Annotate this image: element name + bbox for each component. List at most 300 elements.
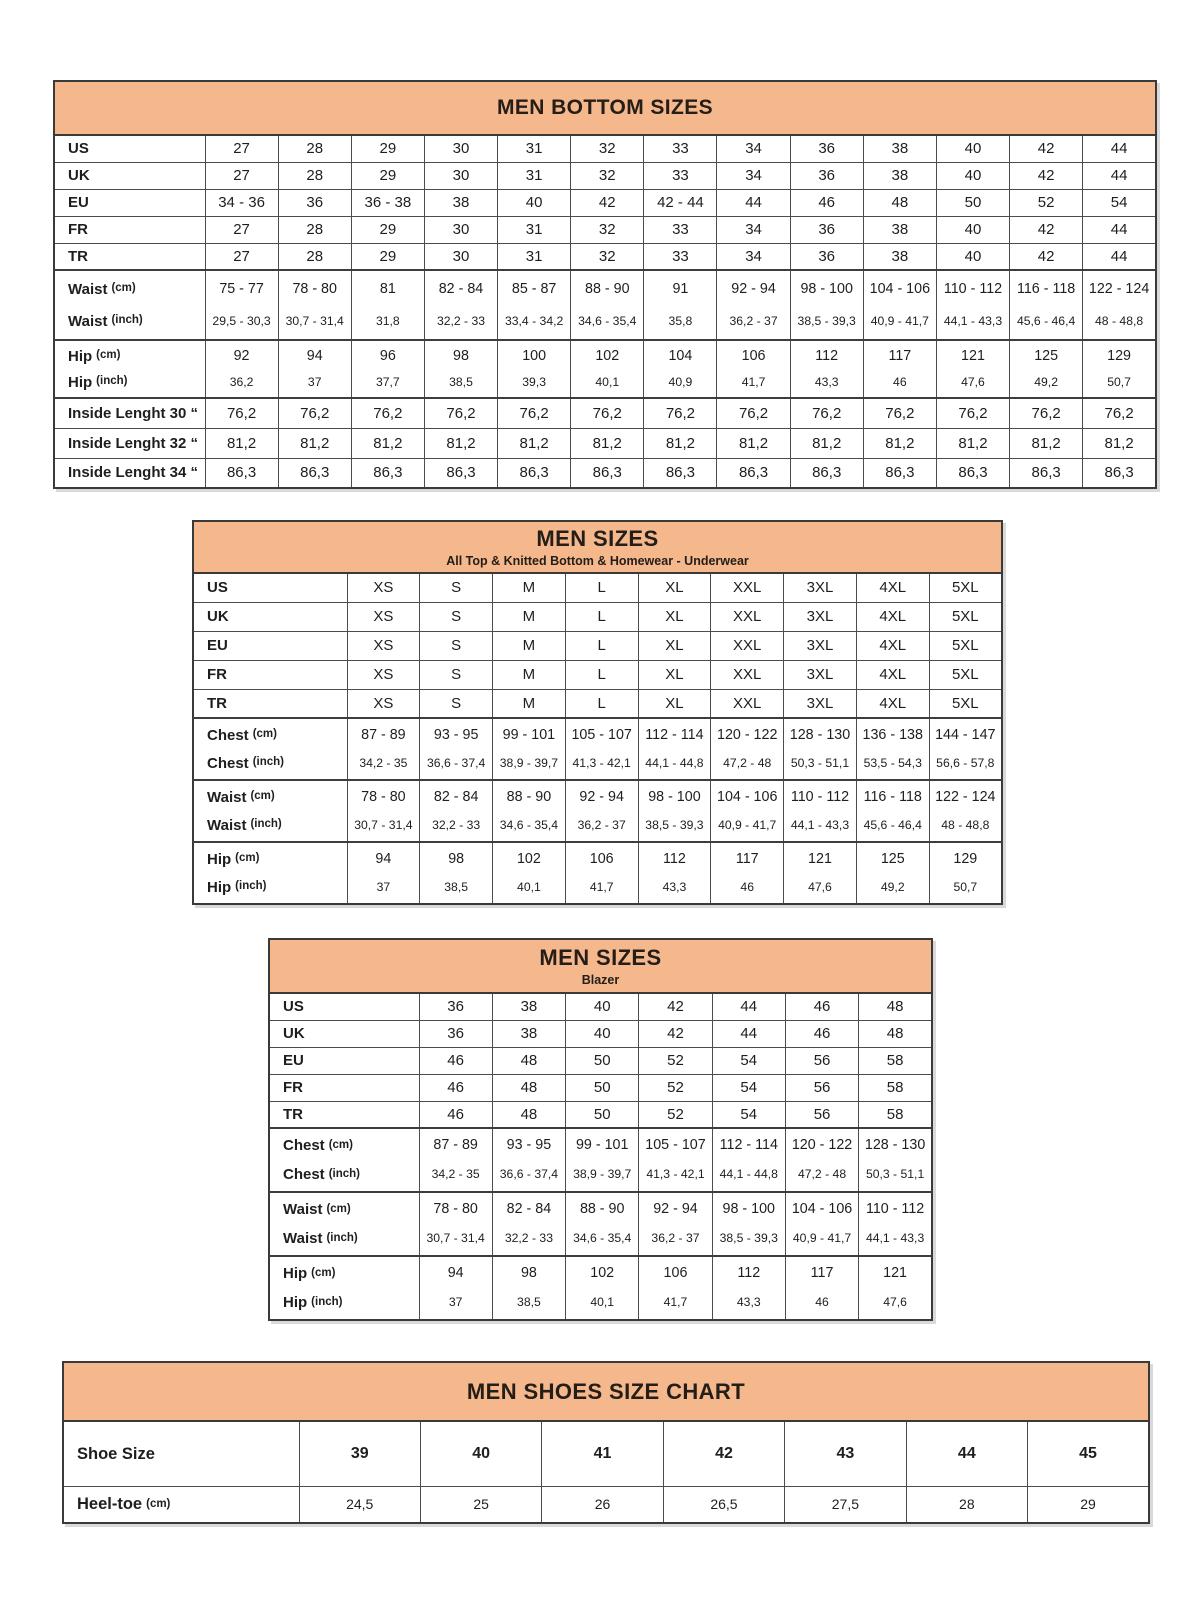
- table-cell: M: [493, 602, 566, 631]
- table-cell: 76,2: [1083, 398, 1156, 428]
- table-cell: 33: [644, 243, 717, 270]
- table-cell: S: [420, 689, 493, 718]
- table-cell: 88 - 90 34,6 - 35,4: [566, 1192, 639, 1256]
- table-cell: 38: [863, 243, 936, 270]
- table-cell: M: [493, 689, 566, 718]
- table-cell: 30: [424, 216, 497, 243]
- table-cell: 81,2: [936, 428, 1009, 458]
- table-cell: L: [565, 573, 638, 602]
- table-row: [193, 689, 1002, 718]
- table-cell: 30: [424, 135, 497, 162]
- table-cell: 29: [351, 135, 424, 162]
- table-cell: 40: [498, 189, 571, 216]
- table-cell: 44: [1083, 162, 1156, 189]
- table-cell: 56: [785, 1047, 858, 1074]
- table-cell: 86,3: [205, 458, 278, 488]
- table-cell: L: [565, 689, 638, 718]
- table-cell: 44: [717, 189, 790, 216]
- table-cell: 40: [936, 135, 1009, 162]
- table-cell: 28: [278, 216, 351, 243]
- table-cell: 36: [419, 993, 492, 1020]
- table-cell: 85 - 87 33,4 - 34,2: [498, 270, 571, 340]
- row-label: Waist (cm): [283, 1201, 351, 1218]
- row-label: EU: [283, 1052, 304, 1069]
- table-cell: 27: [205, 135, 278, 162]
- table-cell: 42: [663, 1421, 784, 1486]
- table-cell: 38: [424, 189, 497, 216]
- table-cell: 4XL: [856, 602, 929, 631]
- table-cell: 81,2: [717, 428, 790, 458]
- row-label: TR: [283, 1105, 303, 1123]
- table-cell: 36: [790, 162, 863, 189]
- table-cell: 81,2: [1083, 428, 1156, 458]
- table-cell: 86,3: [936, 458, 1009, 488]
- table-cell: 30: [424, 243, 497, 270]
- row-label: Hip (cm): [68, 347, 121, 365]
- table-cell: 102 40,1: [566, 1256, 639, 1320]
- table-cell: 5XL: [929, 573, 1002, 602]
- size-grid: [192, 572, 1003, 905]
- table-cell: 39: [299, 1421, 420, 1486]
- table-cell: 81,2: [571, 428, 644, 458]
- table-cell: S: [420, 660, 493, 689]
- table-cell: 98 - 100 38,5 - 39,3: [712, 1192, 785, 1256]
- table-title: MEN SIZES: [536, 526, 659, 551]
- table-cell: 81,2: [863, 428, 936, 458]
- table-cell: 3XL: [784, 660, 857, 689]
- table-cell: 76,2: [571, 398, 644, 428]
- table-row: [193, 573, 1002, 602]
- table-cell: 81,2: [644, 428, 717, 458]
- table-cell: 44: [712, 993, 785, 1020]
- table-cell: 42: [1010, 243, 1083, 270]
- row-label-cell: [193, 780, 347, 842]
- row-label-cell: [54, 243, 205, 270]
- table-cell: 36: [790, 243, 863, 270]
- table-cell: 45: [1028, 1421, 1149, 1486]
- table-cell: 26,5: [663, 1486, 784, 1523]
- table-cell: 92 36,2: [205, 340, 278, 398]
- table-cell: XS: [347, 602, 420, 631]
- table-cell: 43: [785, 1421, 906, 1486]
- table-row: [54, 189, 1156, 216]
- row-label: Chest (inch): [283, 1166, 360, 1183]
- row-label-cell: [269, 1256, 419, 1320]
- table-cell: 112 43,3: [638, 842, 711, 904]
- table-cell: XXL: [711, 631, 784, 660]
- row-label-cell: [193, 689, 347, 718]
- table-cell: 46: [790, 189, 863, 216]
- row-label: EU: [68, 194, 89, 211]
- table-cell: 78 - 80 30,7 - 31,4: [419, 1192, 492, 1256]
- row-label: US: [68, 140, 89, 158]
- table-row: [269, 1256, 932, 1320]
- table-row: [54, 216, 1156, 243]
- table-cell: 5XL: [929, 602, 1002, 631]
- table-cell: XL: [638, 573, 711, 602]
- table-cell: 3XL: [784, 602, 857, 631]
- table-cell: 88 - 90 34,6 - 35,4: [571, 270, 644, 340]
- table-cell: 102 40,1: [493, 842, 566, 904]
- table-cell: 110 - 112 44,1 - 43,3: [784, 780, 857, 842]
- table-row: [54, 428, 1156, 458]
- table-row: [54, 162, 1156, 189]
- table-cell: 86,3: [1010, 458, 1083, 488]
- table-cell: 98 38,5: [420, 842, 493, 904]
- table-cell: 76,2: [790, 398, 863, 428]
- table-header: [192, 520, 1003, 572]
- table-cell: 31: [498, 216, 571, 243]
- table-row: [54, 398, 1156, 428]
- row-label: FR: [207, 666, 227, 683]
- table-cell: XL: [638, 602, 711, 631]
- table-cell: 38: [863, 135, 936, 162]
- table-cell: 104 - 106 40,9 - 41,7: [863, 270, 936, 340]
- table-cell: 92 - 94 36,2 - 37: [639, 1192, 712, 1256]
- table-cell: 98 38,5: [492, 1256, 565, 1320]
- table-cell: 28: [278, 162, 351, 189]
- table-cell: 121 47,6: [859, 1256, 932, 1320]
- table-cell: 76,2: [936, 398, 1009, 428]
- table-cell: 46: [785, 1020, 858, 1047]
- row-label: Inside Lenght 34 “: [68, 464, 199, 482]
- table-cell: 36 - 38: [351, 189, 424, 216]
- table-cell: 125 49,2: [1010, 340, 1083, 398]
- row-label: Inside Lenght 32 “: [68, 434, 199, 452]
- size-grid: [53, 134, 1157, 489]
- table-cell: XS: [347, 660, 420, 689]
- row-label-cell: [54, 216, 205, 243]
- table-row: [269, 1020, 932, 1047]
- table-header: [268, 938, 933, 992]
- row-label: Chest (cm): [207, 726, 277, 744]
- table-cell: 48: [859, 1020, 932, 1047]
- table-cell: 99 - 101 38,9 - 39,7: [493, 718, 566, 780]
- row-label-cell: [54, 458, 205, 488]
- table-row: [63, 1421, 1149, 1486]
- table-cell: 58: [859, 1101, 932, 1128]
- row-label-cell: [269, 1101, 419, 1128]
- table-cell: XL: [638, 660, 711, 689]
- table-cell: XS: [347, 631, 420, 660]
- table-cell: 81,2: [424, 428, 497, 458]
- table-cell: 34: [717, 162, 790, 189]
- table-cell: 91 35,8: [644, 270, 717, 340]
- table-row: [193, 660, 1002, 689]
- table-cell: 42: [639, 993, 712, 1020]
- table-cell: 36: [790, 216, 863, 243]
- table-cell: 105 - 107 41,3 - 42,1: [639, 1128, 712, 1192]
- row-label-cell: [54, 340, 205, 398]
- table-subtitle: Blazer: [581, 973, 620, 987]
- table-cell: 28: [906, 1486, 1027, 1523]
- table-cell: 125 49,2: [856, 842, 929, 904]
- table-cell: 105 - 107 41,3 - 42,1: [565, 718, 638, 780]
- table-cell: 48: [492, 1101, 565, 1128]
- table-row: [193, 842, 1002, 904]
- table-cell: 36: [419, 1020, 492, 1047]
- table-cell: 94 37: [278, 340, 351, 398]
- size-grid: [62, 1420, 1150, 1524]
- table-cell: 31: [498, 135, 571, 162]
- table-cell: 81 31,8: [351, 270, 424, 340]
- table-row: [54, 270, 1156, 340]
- row-label-cell: [269, 1074, 419, 1101]
- table-cell: 50: [936, 189, 1009, 216]
- table-cell: 81,2: [205, 428, 278, 458]
- table-cell: 36: [790, 135, 863, 162]
- table-cell: 52: [1010, 189, 1083, 216]
- table-cell: 81,2: [1010, 428, 1083, 458]
- table-cell: 99 - 101 38,9 - 39,7: [566, 1128, 639, 1192]
- table-cell: XXL: [711, 573, 784, 602]
- table-cell: 4XL: [856, 689, 929, 718]
- table-cell: XXL: [711, 689, 784, 718]
- row-label-cell: [193, 602, 347, 631]
- table-cell: S: [420, 573, 493, 602]
- row-label: Inside Lenght 30 “: [68, 404, 199, 422]
- table-title: MEN SHOES SIZE CHART: [466, 1378, 746, 1404]
- table-cell: 87 - 89 34,2 - 35: [419, 1128, 492, 1192]
- table-cell: 82 - 84 32,2 - 33: [492, 1192, 565, 1256]
- table-cell: 38: [492, 1020, 565, 1047]
- table-row: [54, 458, 1156, 488]
- table-title: MEN BOTTOM SIZES: [496, 96, 714, 119]
- table-row: [193, 631, 1002, 660]
- table-cell: 5XL: [929, 631, 1002, 660]
- table-cell: 52: [639, 1047, 712, 1074]
- table-cell: 76,2: [424, 398, 497, 428]
- row-label: Chest (cm): [283, 1137, 353, 1154]
- row-label-cell: [54, 270, 205, 340]
- table-cell: 92 - 94 36,2 - 37: [565, 780, 638, 842]
- row-label-cell: [54, 398, 205, 428]
- table-cell: 46: [419, 1101, 492, 1128]
- table-cell: 94 37: [419, 1256, 492, 1320]
- table-cell: 33: [644, 216, 717, 243]
- table-cell: 38: [863, 216, 936, 243]
- row-label: FR: [68, 221, 88, 238]
- table-cell: 42: [571, 189, 644, 216]
- table-cell: 104 - 106 40,9 - 41,7: [785, 1192, 858, 1256]
- table-cell: 44: [1083, 243, 1156, 270]
- table-cell: M: [493, 660, 566, 689]
- table-cell: 42: [1010, 162, 1083, 189]
- table-cell: 116 - 118 45,6 - 46,4: [1010, 270, 1083, 340]
- table-cell: 29: [1028, 1486, 1149, 1523]
- row-label-cell: [269, 1047, 419, 1074]
- row-label-cell: [193, 842, 347, 904]
- table-cell: M: [493, 631, 566, 660]
- table-cell: 76,2: [717, 398, 790, 428]
- table-cell: 121 47,6: [784, 842, 857, 904]
- table-row: [269, 1047, 932, 1074]
- table-cell: 40: [566, 993, 639, 1020]
- table-cell: 86,3: [498, 458, 571, 488]
- table-cell: 50: [566, 1074, 639, 1101]
- table-cell: 42 - 44: [644, 189, 717, 216]
- table-cell: 28: [278, 135, 351, 162]
- table-cell: XS: [347, 573, 420, 602]
- table-cell: XL: [638, 689, 711, 718]
- table-cell: 29: [351, 216, 424, 243]
- table-row: [269, 993, 932, 1020]
- table-cell: 58: [859, 1074, 932, 1101]
- table-cell: 58: [859, 1047, 932, 1074]
- table-cell: 104 - 106 40,9 - 41,7: [711, 780, 784, 842]
- table-cell: 29: [351, 162, 424, 189]
- table-cell: XXL: [711, 660, 784, 689]
- table-row: [269, 1074, 932, 1101]
- table-cell: 104 40,9: [644, 340, 717, 398]
- table-cell: 50: [566, 1101, 639, 1128]
- table-cell: 52: [639, 1101, 712, 1128]
- table-cell: 32: [571, 135, 644, 162]
- table-cell: 3XL: [784, 631, 857, 660]
- table-cell: 110 - 112 44,1 - 43,3: [859, 1192, 932, 1256]
- table-cell: 86,3: [278, 458, 351, 488]
- table-cell: 44: [1083, 135, 1156, 162]
- table-cell: 5XL: [929, 689, 1002, 718]
- table-cell: 4XL: [856, 573, 929, 602]
- table-cell: 40: [566, 1020, 639, 1047]
- table-cell: 31: [498, 243, 571, 270]
- table-cell: XXL: [711, 602, 784, 631]
- table-cell: 25: [420, 1486, 541, 1523]
- table-cell: XS: [347, 689, 420, 718]
- row-label-cell: [193, 631, 347, 660]
- row-label-cell: [193, 718, 347, 780]
- table-cell: 44: [712, 1020, 785, 1047]
- men-sizes-top-table: [192, 520, 1003, 905]
- table-cell: 76,2: [863, 398, 936, 428]
- table-cell: 33: [644, 135, 717, 162]
- table-cell: 86,3: [790, 458, 863, 488]
- table-header: [53, 80, 1157, 134]
- table-cell: 86,3: [644, 458, 717, 488]
- table-cell: 81,2: [351, 428, 424, 458]
- table-cell: 41: [542, 1421, 663, 1486]
- table-row: [269, 1128, 932, 1192]
- table-cell: 117 46: [711, 842, 784, 904]
- table-cell: 112 43,3: [790, 340, 863, 398]
- table-cell: 116 - 118 45,6 - 46,4: [856, 780, 929, 842]
- table-cell: 76,2: [351, 398, 424, 428]
- table-cell: 106 41,7: [565, 842, 638, 904]
- row-label-cell: [54, 135, 205, 162]
- table-cell: 48: [492, 1074, 565, 1101]
- table-cell: 24,5: [299, 1486, 420, 1523]
- table-cell: 5XL: [929, 660, 1002, 689]
- table-cell: 50: [566, 1047, 639, 1074]
- table-cell: 128 - 130 50,3 - 51,1: [784, 718, 857, 780]
- size-grid: [268, 992, 933, 1321]
- table-cell: 54: [712, 1074, 785, 1101]
- table-header: [62, 1361, 1150, 1420]
- row-label-cell: [63, 1486, 299, 1523]
- table-cell: 48: [492, 1047, 565, 1074]
- table-cell: 38: [863, 162, 936, 189]
- table-cell: 34: [717, 243, 790, 270]
- table-cell: 93 - 95 36,6 - 37,4: [420, 718, 493, 780]
- table-cell: 29: [351, 243, 424, 270]
- table-cell: 98 - 100 38,5 - 39,3: [790, 270, 863, 340]
- table-cell: 129 50,7: [1083, 340, 1156, 398]
- table-row: [193, 780, 1002, 842]
- table-cell: M: [493, 573, 566, 602]
- table-cell: 76,2: [205, 398, 278, 428]
- table-cell: 46: [419, 1074, 492, 1101]
- table-cell: 34 - 36: [205, 189, 278, 216]
- row-label: Hip (inch): [283, 1294, 343, 1311]
- table-cell: 117 46: [785, 1256, 858, 1320]
- row-label: Hip (inch): [207, 878, 267, 896]
- table-cell: 81,2: [278, 428, 351, 458]
- table-title: MEN SIZES: [539, 945, 662, 970]
- row-label: TR: [207, 694, 227, 712]
- row-label: UK: [283, 1025, 305, 1042]
- row-label: Waist (inch): [207, 816, 282, 834]
- table-cell: 30: [424, 162, 497, 189]
- table-cell: XL: [638, 631, 711, 660]
- table-cell: 46: [419, 1047, 492, 1074]
- table-cell: S: [420, 631, 493, 660]
- table-cell: 86,3: [351, 458, 424, 488]
- table-cell: 98 38,5: [424, 340, 497, 398]
- table-cell: 33: [644, 162, 717, 189]
- row-label-cell: [54, 428, 205, 458]
- table-cell: 27,5: [785, 1486, 906, 1523]
- table-cell: 78 - 80 30,7 - 31,4: [347, 780, 420, 842]
- row-label: UK: [68, 167, 90, 184]
- table-cell: 40: [936, 243, 1009, 270]
- table-cell: 136 - 138 53,5 - 54,3: [856, 718, 929, 780]
- table-cell: 26: [542, 1486, 663, 1523]
- table-cell: 120 - 122 47,2 - 48: [785, 1128, 858, 1192]
- table-cell: 112 43,3: [712, 1256, 785, 1320]
- table-cell: 46: [785, 993, 858, 1020]
- row-label-cell: [269, 1128, 419, 1192]
- row-label: Chest (inch): [207, 754, 284, 772]
- row-label-cell: [193, 573, 347, 602]
- row-label-cell: [269, 993, 419, 1020]
- row-label-cell: [54, 189, 205, 216]
- row-label-cell: [269, 1020, 419, 1047]
- row-label: EU: [207, 637, 228, 654]
- row-label: TR: [68, 247, 88, 265]
- table-cell: 129 50,7: [929, 842, 1002, 904]
- table-cell: 3XL: [784, 573, 857, 602]
- row-label: Hip (inch): [68, 373, 128, 391]
- table-cell: 94 37: [347, 842, 420, 904]
- row-label: Waist (inch): [68, 312, 143, 330]
- table-cell: 122 - 124 48 - 48,8: [1083, 270, 1156, 340]
- table-cell: 44: [1083, 216, 1156, 243]
- table-cell: L: [565, 602, 638, 631]
- table-cell: 86,3: [863, 458, 936, 488]
- table-cell: 27: [205, 162, 278, 189]
- table-cell: 32: [571, 243, 644, 270]
- table-cell: 122 - 124 48 - 48,8: [929, 780, 1002, 842]
- table-cell: 120 - 122 47,2 - 48: [711, 718, 784, 780]
- table-cell: 106 41,7: [717, 340, 790, 398]
- table-cell: 86,3: [424, 458, 497, 488]
- table-cell: 98 - 100 38,5 - 39,3: [638, 780, 711, 842]
- table-cell: 87 - 89 34,2 - 35: [347, 718, 420, 780]
- row-label: Heel-toe (cm): [77, 1495, 171, 1513]
- table-cell: 75 - 77 29,5 - 30,3: [205, 270, 278, 340]
- table-cell: 28: [278, 243, 351, 270]
